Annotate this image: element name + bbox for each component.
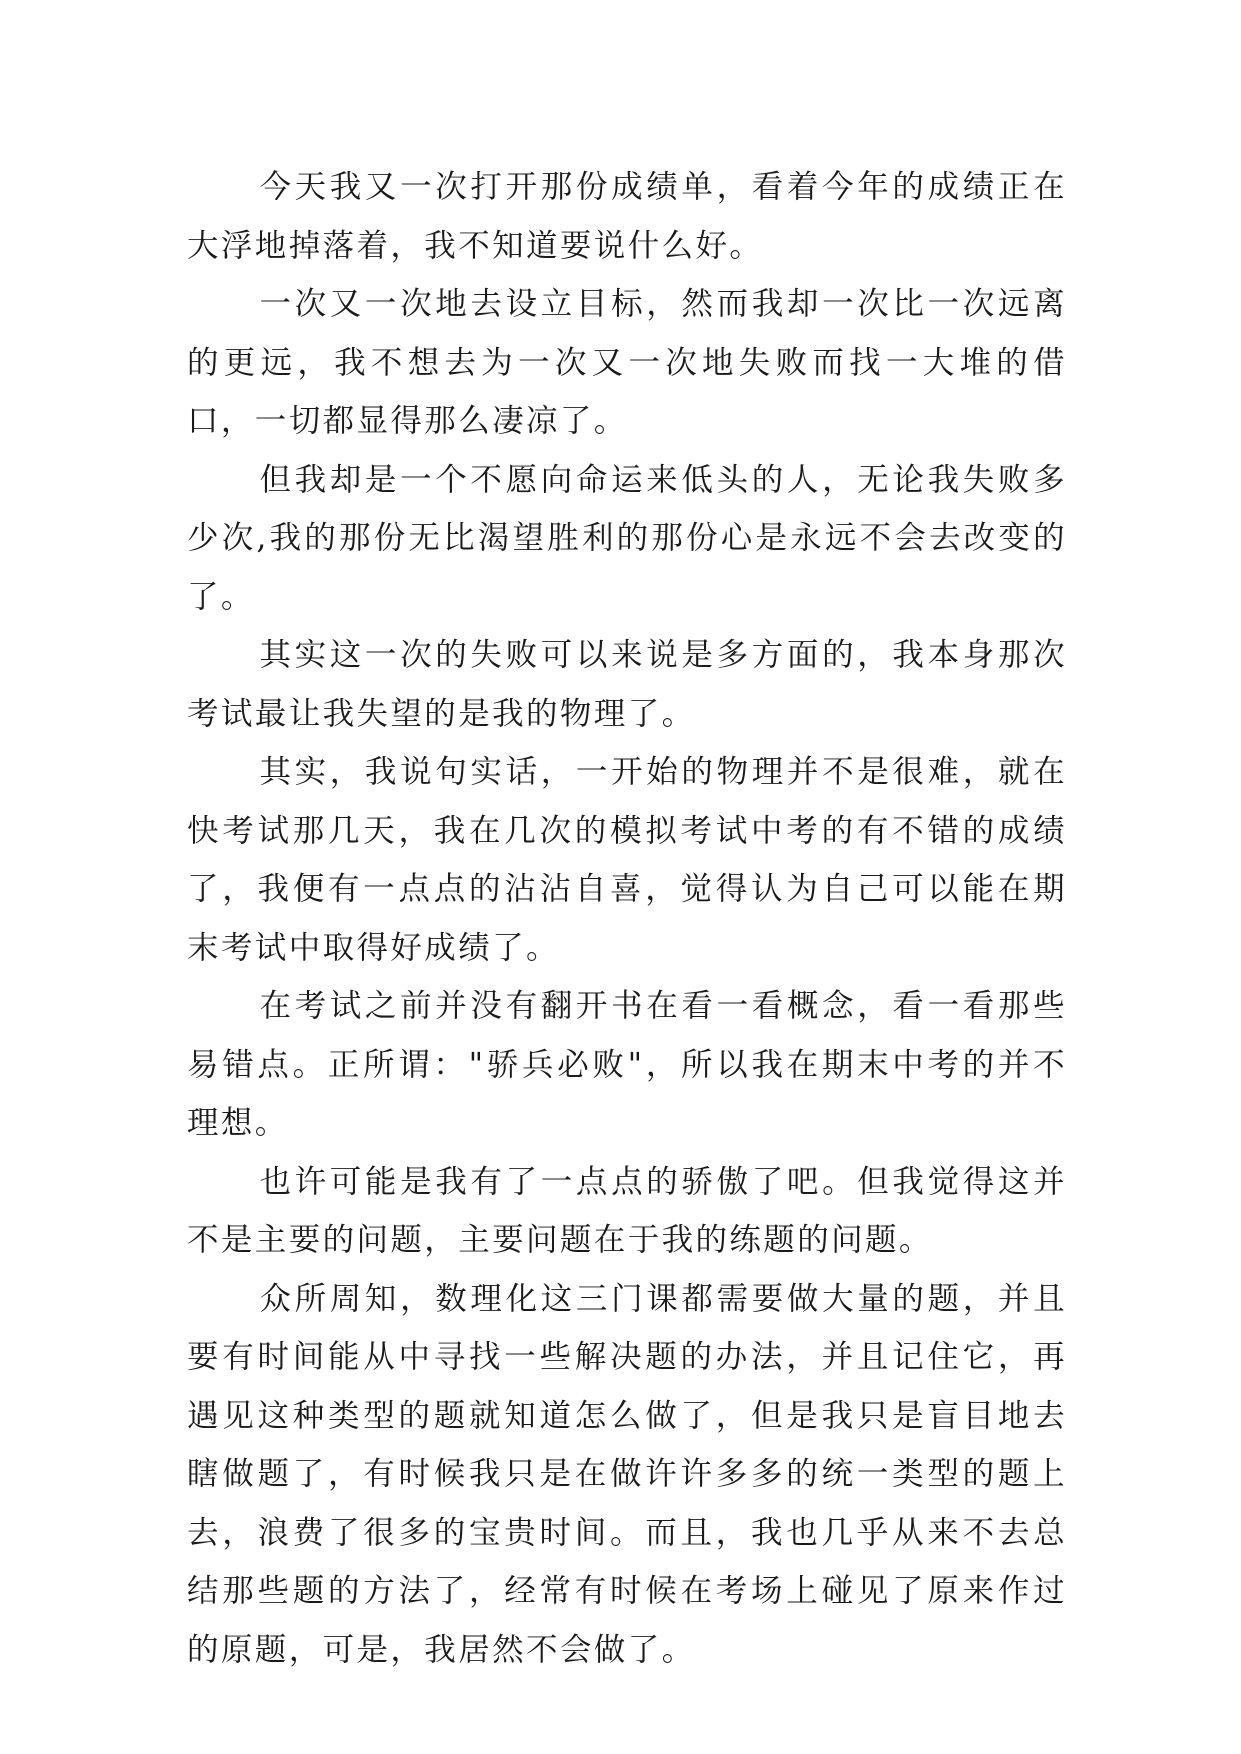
document-body (187, 158, 1067, 1679)
paragraph: 今天我又一次打开那份成绩单，看着今年的成绩正在大浮地掉落着，我不知道要说什么好。 (187, 169, 1067, 264)
paragraph: 在考试之前并没有翻开书在看一看概念，看一看那些易错点。正所谓："骄兵必败"，所以我在期末中考的并不理想。 (187, 988, 1067, 1141)
paragraph: 其实这一次的失败可以来说是多方面的，我本身那次考试最让我失望的是我的物理了。 (187, 637, 1067, 732)
paragraph: 众所周知，数理化这三门课都需要做大量的题，并且要有时间能从中寻找一些解决题的办法，并且记住它，再遇见这种类型的题就知道怎么做了，但是我只是盲目地去瞎做题了，有时候我只是在做许许多多的统一类型的题上去，浪费了很多的宝贵时间。而且，我也几乎从来不去总结那些题的方法了，经常有时候在考场上碰见了原来作过的原题，可是，我居然不会做了。 (187, 1280, 1067, 1668)
paragraph: 但我却是一个不愿向命运来低头的人，无论我失败多少次,我的那份无比渴望胜利的那份心是永远不会去改变的了。 (187, 461, 1067, 615)
paragraph: 一次又一次地去设立目标，然而我却一次比一次远离的更远，我不想去为一次又一次地失败而找一大堆的借口，一切都显得那么凄凉了。 (187, 286, 1067, 439)
paragraph: 其实，我说句实话，一开始的物理并不是很难，就在快考试那几天，我在几次的模拟考试中考的有不错的成绩了，我便有一点点的沾沾自喜，觉得认为自己可以能在期末考试中取得好成绩了。 (187, 754, 1067, 966)
paragraph: 也许可能是我有了一点点的骄傲了吧。但我觉得这并不是主要的问题，主要问题在于我的练题的问题。 (187, 1163, 1067, 1258)
